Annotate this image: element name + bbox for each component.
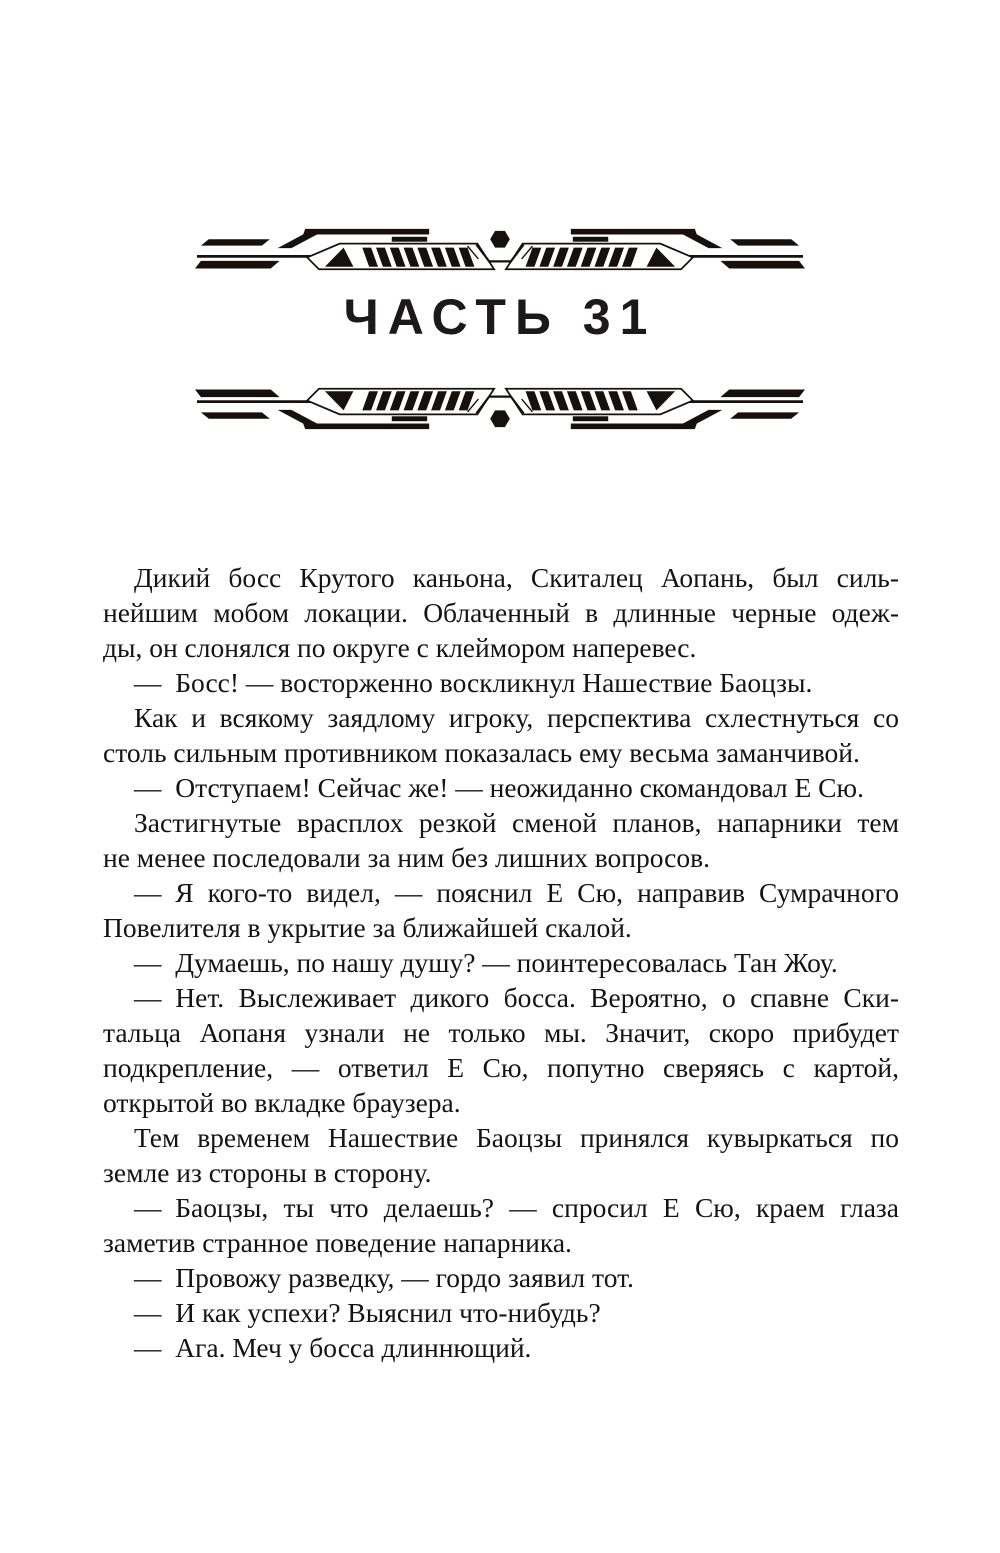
chapter-divider-ornament-bottom <box>195 376 805 432</box>
text-line: Повелителя в укрытие за ближайшей скалой. <box>103 912 632 943</box>
text-line: — Ага. Меч у босса длиннющий. <box>134 1332 532 1363</box>
text-line: тальца Аопаня узнали не только мы. Значит, скоро прибудет <box>103 1017 899 1048</box>
text-line: открытой во вкладке браузера. <box>103 1087 461 1118</box>
text-line: — Отступаем! Сейчас же! — неожиданно скомандовал Е Сю. <box>134 772 864 803</box>
text-line: подкрепление, — ответил Е Сю, попутно сверяясь с картой, <box>103 1052 899 1083</box>
text-line: не менее последовали за ним без лишних вопросов. <box>103 842 710 873</box>
text-line: — И как успехи? Выяснил что-нибудь? <box>134 1297 601 1328</box>
chapter-body-text <box>103 560 899 1365</box>
text-line: — Я кого-то видел, — пояснил Е Сю, направив Сумрачного <box>134 877 899 908</box>
text-line: столь сильным противником показалась ему весьма заманчивой. <box>103 737 860 768</box>
text-line: — Думаешь, по нашу душу? — поинтересовалась Тан Жоу. <box>134 947 838 978</box>
sci-fi-divider-icon <box>195 226 805 282</box>
text-line: — Босс! — восторженно воскликнул Нашествие Баоцзы. <box>134 667 813 698</box>
text-line: земле из стороны в сторону. <box>103 1157 432 1188</box>
text-line: нейшим мобом локации. Облаченный в длинные черные одеж- <box>103 597 899 628</box>
sci-fi-divider-icon <box>195 376 805 432</box>
text-line: Как и всякому заядлому игроку, перспектива схлестнуться со <box>134 702 899 733</box>
text-line: Дикий босс Крутого каньона, Скиталец Аопань, был силь- <box>134 562 899 593</box>
chapter-title: ЧАСТЬ 31 <box>343 289 657 345</box>
text-line: Тем временем Нашествие Баоцзы принялся кувыркаться по <box>134 1122 899 1153</box>
text-line: ды, он слонялся по округе с клеймором наперевес. <box>103 632 697 663</box>
text-line: Застигнутые врасплох резкой сменой планов, напарники тем <box>134 807 899 838</box>
text-line: — Баоцзы, ты что делаешь? — спросил Е Сю, краем глаза <box>134 1192 899 1223</box>
text-line: — Провожу разведку, — гордо заявил тот. <box>134 1262 634 1293</box>
text-line: заметив странное поведение напарника. <box>103 1227 572 1258</box>
text-line: — Нет. Выслеживает дикого босса. Вероятно, о спавне Ски- <box>134 982 899 1013</box>
chapter-divider-ornament-top <box>195 226 805 282</box>
